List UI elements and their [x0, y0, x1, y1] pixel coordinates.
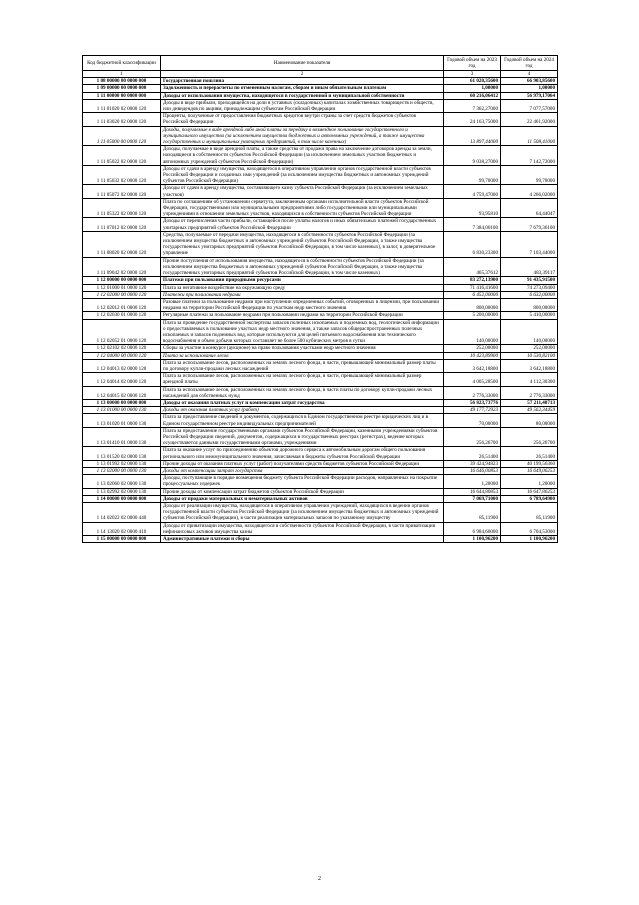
row-name: Доходы от оказания платных услуг (работ) — [161, 407, 444, 414]
table-row — [83, 414, 558, 427]
row-name: Плата за негативное воздействие на окружающую среду — [161, 284, 444, 291]
row-code: 1 12 02000 00 0000 120 — [83, 291, 161, 298]
row-value-2023: 10 423,89900 — [444, 352, 501, 359]
table-row — [83, 92, 558, 99]
table-row — [83, 165, 558, 185]
row-name: Доходы от использования имущества, находящегося в государственной и муниципальной собственности — [161, 92, 444, 99]
row-value-2023: 3 642,18800 — [444, 359, 501, 372]
row-value-2024: 66 903,85600 — [501, 78, 558, 85]
row-code: 1 11 08020 02 0000 120 — [83, 231, 161, 257]
row-name: Государственная пошлина — [161, 78, 444, 85]
row-value-2024: 256,26700 — [501, 427, 558, 447]
row-value-2023: 800,00000 — [444, 298, 501, 311]
table-row — [83, 536, 558, 543]
row-value-2023: 93,95810 — [444, 198, 501, 218]
table-row — [83, 257, 558, 277]
row-name: Доходы, поступающие в порядке возмещения бюджету субъекта Российской Федерации расходов, направленных на покрытие процессуальных издержек — [161, 475, 444, 488]
row-value-2023: 1,20000 — [444, 475, 501, 488]
table-row — [83, 319, 558, 345]
row-value-2024: 1,20000 — [501, 475, 558, 488]
row-value-2023: 7 362,27000 — [444, 99, 501, 112]
table-row — [83, 298, 558, 311]
row-value-2023: 61 020,35600 — [444, 78, 501, 85]
row-value-2024: 4 266,02000 — [501, 185, 558, 198]
row-name: Доходы от приватизации имущества, находящегося в собственности субъектов Российской Федерации, в части приватизации нефинансовых активов имущества казны — [161, 522, 444, 535]
table-row — [83, 312, 558, 319]
row-name: Платежи при пользовании недрами — [161, 291, 444, 298]
row-value-2024: 6 789,64900 — [501, 495, 558, 502]
table-row — [83, 522, 558, 535]
row-code: 1 12 02012 01 0000 120 — [83, 298, 161, 311]
table-row — [83, 495, 558, 502]
row-code: 1 11 07012 02 0000 120 — [83, 218, 161, 231]
table-row — [83, 475, 558, 488]
row-name: Административные платежи и сборы — [161, 536, 444, 543]
row-code: 1 11 03020 02 0000 120 — [83, 113, 161, 126]
row-name: Доходы от реализации имущества, находящегося в оперативном управлении учреждений, находящихся в ведении органов государственной власти субъектов Российской Федерации (за исключением имущества бюджетных и автономных учреждений субъектов Российской Федерации), в части реализации материальных запасов по указанному имуществу — [161, 503, 444, 523]
row-value-2023: 39 424,94823 — [444, 460, 501, 467]
column-index: 2 — [161, 71, 444, 78]
row-code: 1 11 01020 02 0000 120 — [83, 99, 161, 112]
row-value-2024: 80,00000 — [501, 414, 558, 427]
header-2024: Годовой объем на 2024 год — [501, 56, 558, 71]
row-value-2023: 83 272,13900 — [444, 277, 501, 284]
header-name: Наименование показателя — [161, 56, 444, 71]
row-value-2023: 1,00000 — [444, 85, 501, 92]
row-name: Средства, получаемые от передачи имущества, находящегося в собственности субъектов Российской Федерации (за исключением имущества бюджетных и автономных учреждений субъектов Российской Федерации, а также имущества государственных унитарных предприятий субъектов Российской Федерации, в том числе казенных), в залог, в доверительное управление — [161, 231, 444, 257]
page-number: 2 — [318, 876, 321, 882]
row-value-2024: 99,70000 — [501, 165, 558, 185]
row-name: Плата за предоставление сведений и документов, содержащихся в Едином государственном реестре юридических лиц и в Едином государственном реестре индивидуальных предпринимателей — [161, 414, 444, 427]
table-row — [83, 460, 558, 467]
row-value-2024: 7 077,57000 — [501, 99, 558, 112]
row-code: 1 11 00000 00 0000 000 — [83, 92, 161, 99]
row-value-2024: 4 112,30300 — [501, 373, 558, 386]
table-row — [83, 126, 558, 146]
row-value-2024: 10 530,82100 — [501, 352, 558, 359]
row-name: Прочие доходы от оказания платных услуг (работ) получателями средств бюджетов субъектов Российской Федерации — [161, 460, 444, 467]
row-value-2023: 26,51400 — [444, 447, 501, 460]
row-code: 1 09 00000 00 0000 000 — [83, 85, 161, 92]
row-name: Проценты, полученные от предоставления бюджетных кредитов внутри страны за счет средств бюджетов субъектов Российской Федерации — [161, 113, 444, 126]
table-row — [83, 467, 558, 474]
row-code: 1 12 02030 01 0000 120 — [83, 312, 161, 319]
column-index: 4 — [501, 71, 558, 78]
row-name: Прочие поступления от использования имущества, находящегося в собственности субъектов Российской Федерации (за исключением имущества бюджетных и автономных учреждений субъектов Российской Федерации, а также имущества государственных унитарных предприятий субъектов Российской Федерации, в том числе казенных) — [161, 257, 444, 277]
row-code: 1 13 01992 02 0000 130 — [83, 460, 161, 467]
row-code: 1 12 04013 02 0000 120 — [83, 359, 161, 372]
table-row — [83, 488, 558, 495]
row-value-2023: 49 177,72923 — [444, 407, 501, 414]
row-value-2024: 26,51400 — [501, 447, 558, 460]
row-code: 1 13 02992 02 0000 130 — [83, 488, 161, 495]
row-code: 1 12 04000 00 0000 120 — [83, 352, 161, 359]
table-row — [83, 277, 558, 284]
row-name: Сборы за участие в конкурсе (аукционе) на право пользования участками недр местного значения — [161, 345, 444, 352]
table-row — [83, 218, 558, 231]
row-name: Доходы от продажи материальных и нематериальных активов — [161, 495, 444, 502]
row-value-2024: 800,00000 — [501, 298, 558, 311]
row-value-2023: 24 163,75000 — [444, 113, 501, 126]
column-index-row — [83, 71, 558, 78]
table-row — [83, 291, 558, 298]
row-value-2024: 5 410,00000 — [501, 312, 558, 319]
row-value-2023: 4 759,47000 — [444, 185, 501, 198]
row-value-2023: 2 776,33000 — [444, 386, 501, 399]
table-header-row — [83, 56, 558, 71]
table-row — [83, 373, 558, 386]
table-row — [83, 407, 558, 414]
table-row — [83, 284, 558, 291]
row-value-2023: 252,00000 — [444, 345, 501, 352]
row-value-2023: 5 200,00000 — [444, 312, 501, 319]
row-value-2024: 64,44047 — [501, 198, 558, 218]
header-code: Код бюджетной классификации — [83, 56, 161, 71]
row-name: Плата за использование лесов, расположенных на землях лесного фонда, в части платы по договору купли-продажи лесных насаждений для собственных нужд — [161, 386, 444, 399]
row-name: Доходы в виде прибыли, приходящейся на доли в уставных (складочных) капиталах хозяйственных товариществ и обществ, или дивидендов по акциям, принадлежащим субъектам Российской Федерации — [161, 99, 444, 112]
row-name: Плата за проведение государственной экспертизы запасов полезных ископаемых и подземных вод, геологической информации о предоставляемых в пользование участках недр местного значения, а также запасов общераспространенных полезных ископаемых и запасов подземных вод, которые используются для целей питьевого водоснабжения или технического водоснабжения и объем добычи которых составляет не более 500 кубических метров в сутки — [161, 319, 444, 345]
row-name: Задолженность и перерасчеты по отмененным налогам, сборам и иным обязательным платежам — [161, 85, 444, 92]
table-row — [83, 185, 558, 198]
row-name: Плата за предоставление государственными органами субъектов Российской Федерации, казенными учреждениями субъектов Российской Федерации сведений, документов, содержащихся в государственных реестрах (регистрах), ведение которых осуществляется данными государственными органами, учреждениями — [161, 427, 444, 447]
row-name: Плата за использование лесов, расположенных на землях лесного фонда, в части, превышающей минимальный размер арендной платы — [161, 373, 444, 386]
table-row — [83, 503, 558, 523]
row-name: Регулярные платежи за пользование недрами при пользовании недрами на территории Российской Федерации — [161, 312, 444, 319]
row-name: Разовые платежи за пользование недрами при наступлении определенных событий, оговоренных в лицензии, при пользовании недрами на территории Российской Федерации по участкам недр местного значения — [161, 298, 444, 311]
row-value-2023: 1 100,96200 — [444, 536, 501, 543]
row-value-2024: 49 562,34459 — [501, 407, 558, 414]
row-value-2023: 140,00000 — [444, 319, 501, 345]
row-value-2024: 252,00000 — [501, 345, 558, 352]
row-name: Доходы от сдачи в аренду имущества, составляющего казну субъекта Российской Федерации (за исключением земельных участков) — [161, 185, 444, 198]
row-value-2024: 1,00000 — [501, 85, 558, 92]
row-name: Доходы от оказания платных услуг и компенсации затрат государства — [161, 399, 444, 406]
row-value-2023: 56 823,73776 — [444, 399, 501, 406]
row-code: 1 08 00000 00 0000 000 — [83, 78, 161, 85]
row-code: 1 14 02022 02 0000 440 — [83, 503, 161, 523]
row-value-2023: 99,70000 — [444, 165, 501, 185]
row-name: Плата по соглашениям об установлении сервитута, заключенным органами исполнительной власти субъектов Российской Федерации, государственными или муниципальными предприятиями либо государственными или муниципальными учреждениями в отношении земельных участков, находящихся в собственности субъектов Российской Федерации — [161, 198, 444, 218]
row-code: 1 13 02060 02 0000 130 — [83, 475, 161, 488]
row-code: 1 13 01410 01 0000 130 — [83, 427, 161, 447]
header-2023: Годовой объем на 2023 год — [444, 56, 501, 71]
row-value-2024: 3 642,18800 — [501, 359, 558, 372]
row-value-2024: 2 776,33000 — [501, 386, 558, 399]
row-name: Доходы от перечисления части прибыли, остающейся после уплаты налогов и иных обязательных платежей государственных унитарных предприятий субъектов Российской Федерации — [161, 218, 444, 231]
table-row — [83, 198, 558, 218]
row-name: Доходы, получаемые в виде арендной либо иной платы за передачу в возмездное пользование государственного и муниципального имущества (за исключением имущества бюджетных и автономных учреждений, а также имущества государственных и муниципальных унитарных предприятий, в том числе казенных) — [161, 126, 444, 146]
row-value-2023: 13 897,44000 — [444, 126, 501, 146]
row-code: 1 12 04014 02 0000 120 — [83, 373, 161, 386]
row-value-2023: 6 984,60000 — [444, 522, 501, 535]
row-code: 1 12 00000 00 0000 000 — [83, 277, 161, 284]
row-name: Доходы, получаемые в виде арендной платы, а также средства от продажи права на заключение договоров аренды за земли, находящиеся в собственности субъектов Российской Федерации (за исключением земельных участков бюджетных и автономных учреждений субъектов Российской Федерации) — [161, 146, 444, 166]
row-name: Плата за оказание услуг по присоединению объектов дорожного сервиса к автомобильным дорогам общего пользования регионального или межмуниципального значения, зачисляемая в бюджеты субъектов Российской Федерации — [161, 447, 444, 460]
row-code: 1 11 05072 02 0000 120 — [83, 185, 161, 198]
row-value-2023: 465,37612 — [444, 257, 501, 277]
row-value-2024: 6 704,53000 — [501, 522, 558, 535]
row-code: 1 13 01520 02 0000 130 — [83, 447, 161, 460]
row-value-2023: 7 069,71000 — [444, 495, 501, 502]
row-value-2023: 6 452,00000 — [444, 291, 501, 298]
table-row — [83, 359, 558, 372]
row-value-2024: 16 647,86253 — [501, 488, 558, 495]
row-value-2024: 57 211,40713 — [501, 399, 558, 406]
column-index: 1 — [83, 71, 161, 78]
row-value-2024: 16 649,06253 — [501, 467, 558, 474]
row-value-2024: 1 100,96200 — [501, 536, 558, 543]
row-value-2023: 16 646,00853 — [444, 467, 501, 474]
row-code: 1 11 05022 02 0000 120 — [83, 146, 161, 166]
row-value-2024: 22 461,92000 — [501, 113, 558, 126]
row-code: 1 12 02052 01 0000 120 — [83, 319, 161, 345]
table-row — [83, 427, 558, 447]
row-code: 1 14 00000 00 0000 000 — [83, 495, 161, 502]
table-row — [83, 447, 558, 460]
row-value-2024: 7 142,72000 — [501, 146, 558, 166]
row-value-2024: 140,00000 — [501, 319, 558, 345]
row-value-2023: 256,26700 — [444, 427, 501, 447]
row-code: 1 12 01000 01 0000 120 — [83, 284, 161, 291]
table-row — [83, 78, 558, 85]
row-value-2023: 9 038,27000 — [444, 146, 501, 166]
table-row — [83, 386, 558, 399]
row-name: Доходы от компенсации затрат государства — [161, 467, 444, 474]
row-value-2024: 91 435,91500 — [501, 277, 558, 284]
table-row — [83, 231, 558, 257]
row-value-2024: 56 979,17064 — [501, 92, 558, 99]
row-value-2024: 6 632,00000 — [501, 291, 558, 298]
row-value-2024: 11 508,41000 — [501, 126, 558, 146]
row-value-2024: 85,11900 — [501, 503, 558, 523]
row-code: 1 15 00000 00 0000 000 — [83, 536, 161, 543]
row-code: 1 13 01000 00 0000 130 — [83, 407, 161, 414]
row-code: 1 13 01020 01 0000 130 — [83, 414, 161, 427]
row-code: 1 13 00000 00 0000 000 — [83, 399, 161, 406]
row-code: 1 12 04015 02 0000 120 — [83, 386, 161, 399]
row-code: 1 11 05032 02 0000 120 — [83, 165, 161, 185]
table-row — [83, 99, 558, 112]
table-row — [83, 352, 558, 359]
table-row — [83, 113, 558, 126]
revenue-table — [82, 55, 558, 543]
row-value-2024: 483,39117 — [501, 257, 558, 277]
row-code: 1 13 02000 00 0000 130 — [83, 467, 161, 474]
row-code: 1 12 02102 02 0000 120 — [83, 345, 161, 352]
row-value-2023: 71 416,41600 — [444, 284, 501, 291]
row-value-2023: 7 384,00100 — [444, 218, 501, 231]
table-row — [83, 345, 558, 352]
row-value-2023: 6 830,23300 — [444, 231, 501, 257]
row-value-2023: 4 005,28500 — [444, 373, 501, 386]
row-value-2023: 60 216,06412 — [444, 92, 501, 99]
table-row — [83, 146, 558, 166]
column-index: 3 — [444, 71, 501, 78]
table-row — [83, 399, 558, 406]
row-code: 1 11 09042 02 0000 120 — [83, 257, 161, 277]
row-value-2024: 7 679,36100 — [501, 218, 558, 231]
row-name: Прочие доходы от компенсации затрат бюджетов субъектов Российской Федерации — [161, 488, 444, 495]
row-code: 1 14 13020 02 0000 410 — [83, 522, 161, 535]
row-value-2024: 7 103,44000 — [501, 231, 558, 257]
row-code: 1 11 05322 02 0000 120 — [83, 198, 161, 218]
row-name: Плата за использование лесов, расположенных на землях лесного фонда, в части, превышающей минимальный размер платы по договору купли-продажи лесных насаждений — [161, 359, 444, 372]
row-value-2024: 40 199,56360 — [501, 460, 558, 467]
row-name: Плата за использование лесов — [161, 352, 444, 359]
row-name: Платежи при пользовании природными ресурсами — [161, 277, 444, 284]
row-name: Доходы от сдачи в аренду имущества, находящегося в оперативном управлении органов государственной власти субъектов Российской Федерации и созданных ими учреждений (за исключением имущества бюджетных и автономных учреждений субъектов Российской Федерации) — [161, 165, 444, 185]
row-value-2023: 85,11900 — [444, 503, 501, 523]
table-body — [83, 78, 558, 543]
table-row — [83, 85, 558, 92]
row-value-2023: 16 644,80853 — [444, 488, 501, 495]
row-code: 1 11 05000 00 0000 120 — [83, 126, 161, 146]
row-value-2023: 70,00000 — [444, 414, 501, 427]
row-value-2024: 74 273,09400 — [501, 284, 558, 291]
